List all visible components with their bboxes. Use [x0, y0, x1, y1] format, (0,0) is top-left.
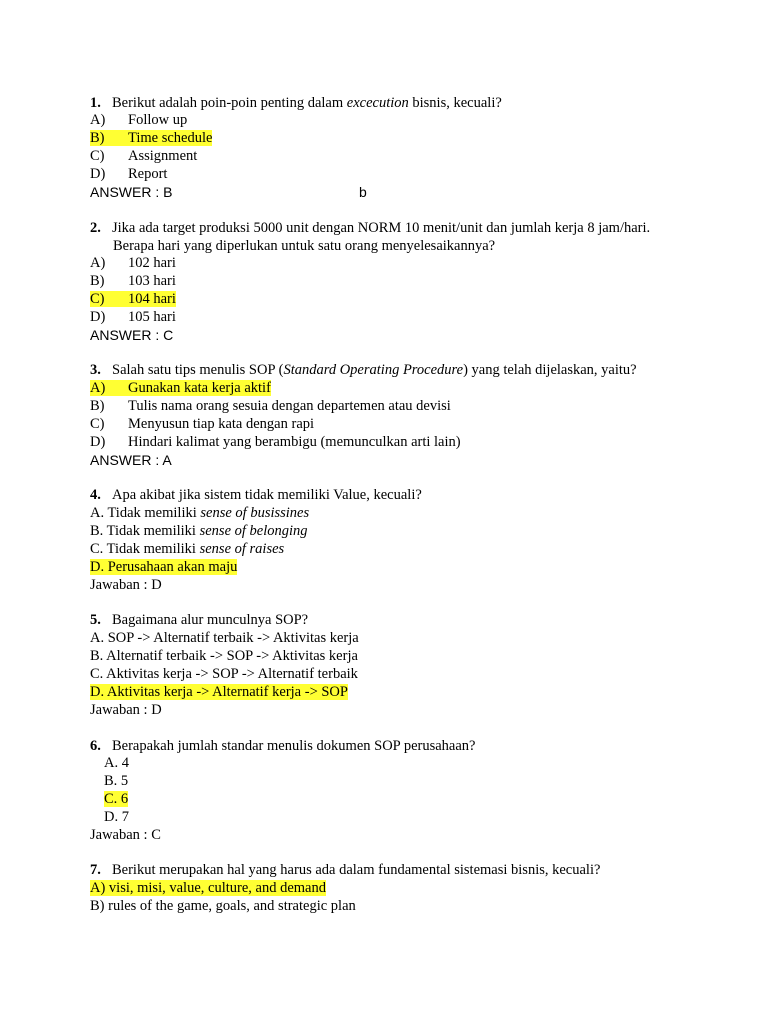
option-text: Menyusun tiap kata dengan rapi — [128, 416, 315, 432]
q2-option-a — [90, 254, 176, 272]
option-text: Hindari kalimat yang berambigu (memunculkan arti lain) — [128, 434, 461, 450]
option-text: D. 7 — [104, 809, 129, 825]
option-text: D. Perusahaan akan maju — [90, 559, 238, 575]
option-label: D) — [90, 166, 106, 182]
question-number: 5. — [90, 612, 101, 628]
question-text-italic: excecution — [346, 95, 409, 111]
question-number: 4. — [90, 487, 101, 503]
option-label: A) — [90, 112, 106, 128]
q6-option-c — [104, 790, 128, 808]
option-label: C) — [90, 148, 105, 164]
q7-option-a — [90, 879, 326, 897]
q3-option-b — [90, 397, 451, 415]
option-text: B) rules of the game, goals, and strategic plan — [90, 898, 356, 914]
question-text: ) yang telah dijelaskan, yaitu? — [463, 362, 637, 378]
q5-option-c — [90, 665, 358, 683]
question-5 — [90, 611, 308, 629]
option-label: A) — [90, 255, 106, 271]
question-1 — [90, 94, 502, 112]
q2-answer — [90, 326, 173, 344]
answer-text: Jawaban : C — [90, 827, 161, 843]
option-label: C) — [90, 291, 105, 307]
q1-option-d — [90, 165, 167, 183]
question-4 — [90, 486, 422, 504]
option-label: B) — [90, 273, 105, 289]
question-text: Salah satu tips menulis SOP ( — [112, 362, 284, 378]
q4-option-d — [90, 558, 237, 576]
option-text: Gunakan kata kerja aktif — [128, 380, 271, 396]
q1-option-c — [90, 147, 197, 165]
question-text: Jika ada target produksi 5000 unit dengan NORM 10 menit/unit dan jumlah kerja 8 jam/hari. — [112, 220, 651, 236]
question-number: 2. — [90, 220, 101, 236]
option-label: C) — [90, 416, 105, 432]
question-7 — [90, 861, 600, 879]
q7-option-b — [90, 897, 356, 915]
answer-text: ANSWER : A — [90, 452, 172, 468]
question-number: 3. — [90, 362, 101, 378]
q6-option-d — [104, 808, 129, 826]
q2-option-d — [90, 308, 176, 326]
q6-answer — [90, 826, 161, 844]
question-6 — [90, 737, 475, 755]
q5-option-a — [90, 629, 359, 647]
q3-option-c — [90, 415, 314, 433]
question-2 — [90, 219, 650, 237]
option-text: 102 hari — [128, 255, 176, 271]
question-3 — [90, 361, 637, 379]
option-label: D) — [90, 434, 106, 450]
q5-option-d — [90, 683, 348, 701]
question-text: Berapa hari yang diperlukan untuk satu orang menyelesaikannya? — [113, 238, 496, 254]
question-text: Berapakah jumlah standar menulis dokumen SOP perusahaan? — [112, 738, 476, 754]
option-text: A. SOP -> Alternatif terbaik -> Aktivitas kerja — [90, 630, 359, 646]
option-text: A) visi, misi, value, culture, and demand — [90, 880, 326, 896]
question-text: Bagaimana alur munculnya SOP? — [112, 612, 309, 628]
option-text: C. 6 — [104, 791, 129, 807]
option-label: A) — [90, 380, 106, 396]
q3-option-d — [90, 433, 461, 451]
q1-option-a — [90, 111, 187, 129]
option-text-italic: sense of belonging — [199, 523, 308, 539]
q1-option-b — [90, 129, 212, 147]
answer-text: ANSWER : B — [90, 184, 173, 200]
q3-option-a — [90, 379, 271, 397]
option-text: 104 hari — [128, 291, 176, 307]
answer-text: Jawaban : D — [90, 702, 162, 718]
q6-option-b — [104, 772, 128, 790]
q2-option-b — [90, 272, 176, 290]
question-text-italic: Standard Operating Procedure — [283, 362, 464, 378]
answer-note: b — [359, 184, 367, 200]
option-label: B) — [90, 398, 105, 414]
q1-answer — [90, 183, 367, 201]
answer-text: Jawaban : D — [90, 577, 162, 593]
option-text: A. 4 — [104, 755, 129, 771]
option-text: Follow up — [128, 112, 188, 128]
q2-option-c — [90, 290, 176, 308]
question-text: Berikut adalah poin-poin penting dalam — [112, 95, 347, 111]
option-label: D) — [90, 309, 106, 325]
option-text: C. Aktivitas kerja -> SOP -> Alternatif terbaik — [90, 666, 358, 682]
option-text: Tulis nama orang sesuia dengan departemen atau devisi — [128, 398, 451, 414]
option-text: B. 5 — [104, 773, 129, 789]
option-text: C. Tidak memiliki — [90, 541, 200, 557]
option-label: B) — [90, 130, 105, 146]
q5-answer — [90, 701, 162, 719]
question-text: Berikut merupakan hal yang harus ada dalam fundamental sistemasi bisnis, kecuali? — [112, 862, 601, 878]
option-text: B. Alternatif terbaik -> SOP -> Aktivitas kerja — [90, 648, 358, 664]
answer-text: ANSWER : C — [90, 327, 174, 343]
option-text-italic: sense of busissines — [200, 505, 310, 521]
question-text: Apa akibat jika sistem tidak memiliki Value, kecuali? — [112, 487, 422, 503]
q4-option-a — [90, 504, 309, 522]
option-text: Assignment — [128, 148, 198, 164]
q3-answer — [90, 451, 172, 469]
q5-option-b — [90, 647, 358, 665]
option-text: Time schedule — [128, 130, 213, 146]
option-text-italic: sense of raises — [199, 541, 285, 557]
q4-option-b — [90, 522, 308, 540]
option-text: D. Aktivitas kerja -> Alternatif kerja -> SOP — [90, 684, 348, 700]
q4-answer — [90, 576, 162, 594]
option-text: 103 hari — [128, 273, 176, 289]
question-number: 6. — [90, 738, 101, 754]
q6-option-a — [104, 754, 129, 772]
q4-option-c — [90, 540, 284, 558]
question-text: bisnis, kecuali? — [408, 95, 502, 111]
question-number: 7. — [90, 862, 101, 878]
question-2-continued — [113, 237, 495, 255]
option-text: A. Tidak memiliki — [90, 505, 201, 521]
question-number: 1. — [90, 95, 101, 111]
option-text: B. Tidak memiliki — [90, 523, 200, 539]
option-text: 105 hari — [128, 309, 176, 325]
option-text: Report — [128, 166, 168, 182]
